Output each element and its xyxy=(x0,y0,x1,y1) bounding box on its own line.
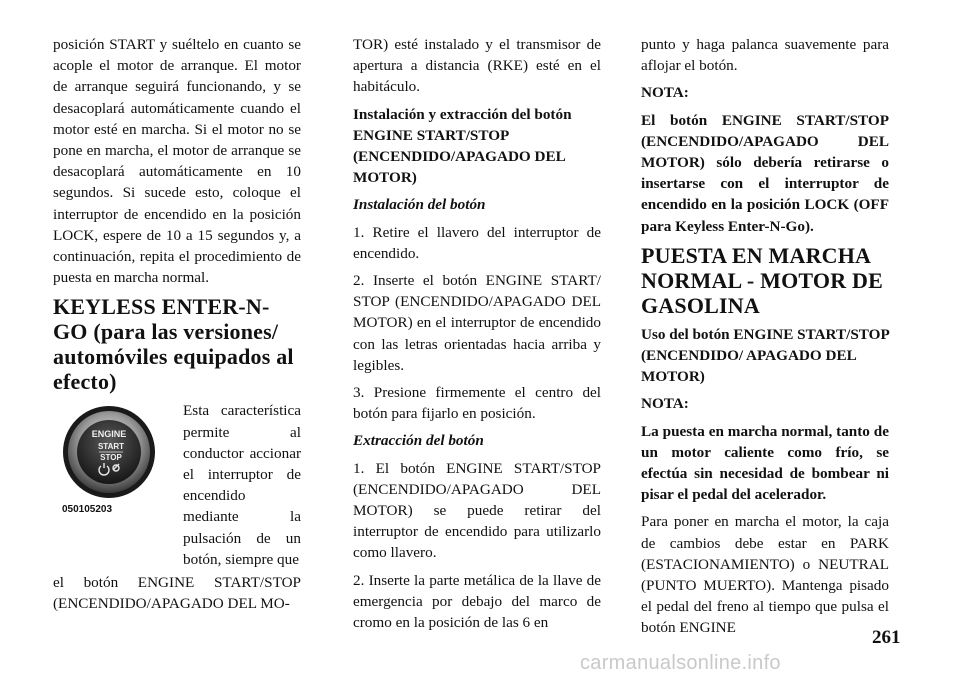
note-text: El botón ENGINE START/STOP (ENCENDIDO/APAGADO DEL MOTOR) sólo debería retirarse o insertarse con el interruptor de encendido en la posición LOCK (OFF para Keyless Enter-N-Go). xyxy=(641,111,889,235)
step: 1. Retire el llavero del interruptor de encendido. xyxy=(353,223,601,262)
column-middle xyxy=(353,34,601,639)
note-label: NOTA: xyxy=(641,84,689,102)
engine-button-figure xyxy=(53,400,183,526)
column-right xyxy=(641,34,889,645)
paragraph: Para poner en marcha el motor, la caja de cambios debe estar en PARK (ESTACIONAMIENTO) o NEUTRAL (PUNTO MUERTO). Mantenga pisado el pedal del freno al tiempo que pulsa el botón ENGINE xyxy=(641,513,889,637)
figure-code: 050105203 xyxy=(62,504,113,516)
paragraph: posición START y suéltelo en cuanto se acople el motor de arranque. El motor de arranque seguirá funcionando, y se desacoplará automáticamente cuando el motor esté en marcha. Si el motor no se pone en marcha, el motor de arranque se desacoplará automáticamente en 10 segundos. Si sucede esto, coloque el interruptor de encendido en la posición LOCK, espere de 10 a 15 segundos y, a continuación, repita el procedimiento de puesta en marcha normal. xyxy=(53,36,301,287)
note-text: La puesta en marcha normal, tanto de un motor caliente como frío, se efectúa sin necesidad de bombear ni pisar el pedal del acelerador. xyxy=(641,422,889,504)
subsection-heading: Instalación y extracción del botón ENGINE START/STOP (ENCENDIDO/APAGADO DEL MOTOR) xyxy=(353,105,572,187)
step: 2. Inserte el botón ENGINE START/ STOP (ENCENDIDO/APAGADO DEL MOTOR) en el interruptor de encendido con las letras orientadas hacia arriba y legibles. xyxy=(353,272,601,374)
paragraph: TOR) esté instalado y el transmisor de apertura a distancia (RKE) esté en el habitáculo. xyxy=(353,36,601,96)
page-number: 261 xyxy=(872,627,901,648)
watermark: carmanualsonline.info xyxy=(580,652,781,674)
step: 1. El botón ENGINE START/STOP (ENCENDIDO/APAGADO DEL MOTOR) se puede retirar del interruptor de encendido para utilizarlo como llavero. xyxy=(353,459,601,562)
button-label-engine: ENGINE xyxy=(91,429,127,440)
step: 3. Presione firmemente el centro del botón para fijarlo en posición. xyxy=(353,384,601,423)
figure-side-text: Esta característica permite al conductor accionar el interruptor de encendido mediante la pulsación de un botón, siempre que xyxy=(183,402,301,568)
paragraph: el botón ENGINE START/STOP (ENCENDIDO/APAGADO DEL MO- xyxy=(53,574,301,613)
step: 2. Inserte la parte metálica de la llave de emergencia por debajo del marco de cromo en la posición de las 6 en xyxy=(353,571,601,632)
section-heading: KEYLESS ENTER-N-GO (para las versiones/ automóviles equipados al efecto) xyxy=(53,294,294,395)
engine-start-stop-button-icon xyxy=(61,404,157,500)
button-label-start: START xyxy=(97,442,125,452)
figure-row xyxy=(53,400,301,570)
section-heading: PUESTA EN MARCHA NORMAL - MOTOR DE GASOLINA xyxy=(641,242,883,318)
italic-heading: Instalación del botón xyxy=(353,196,486,214)
subsection-heading: Uso del botón ENGINE START/STOP (ENCENDIDO/ APAGADO DEL MOTOR) xyxy=(641,325,889,386)
paragraph: punto y haga palanca suavemente para aflojar el botón. xyxy=(641,36,889,75)
note-label: NOTA: xyxy=(641,395,689,413)
column-left xyxy=(53,34,301,620)
button-label-stop: STOP xyxy=(100,453,122,463)
italic-heading: Extracción del botón xyxy=(353,432,484,450)
